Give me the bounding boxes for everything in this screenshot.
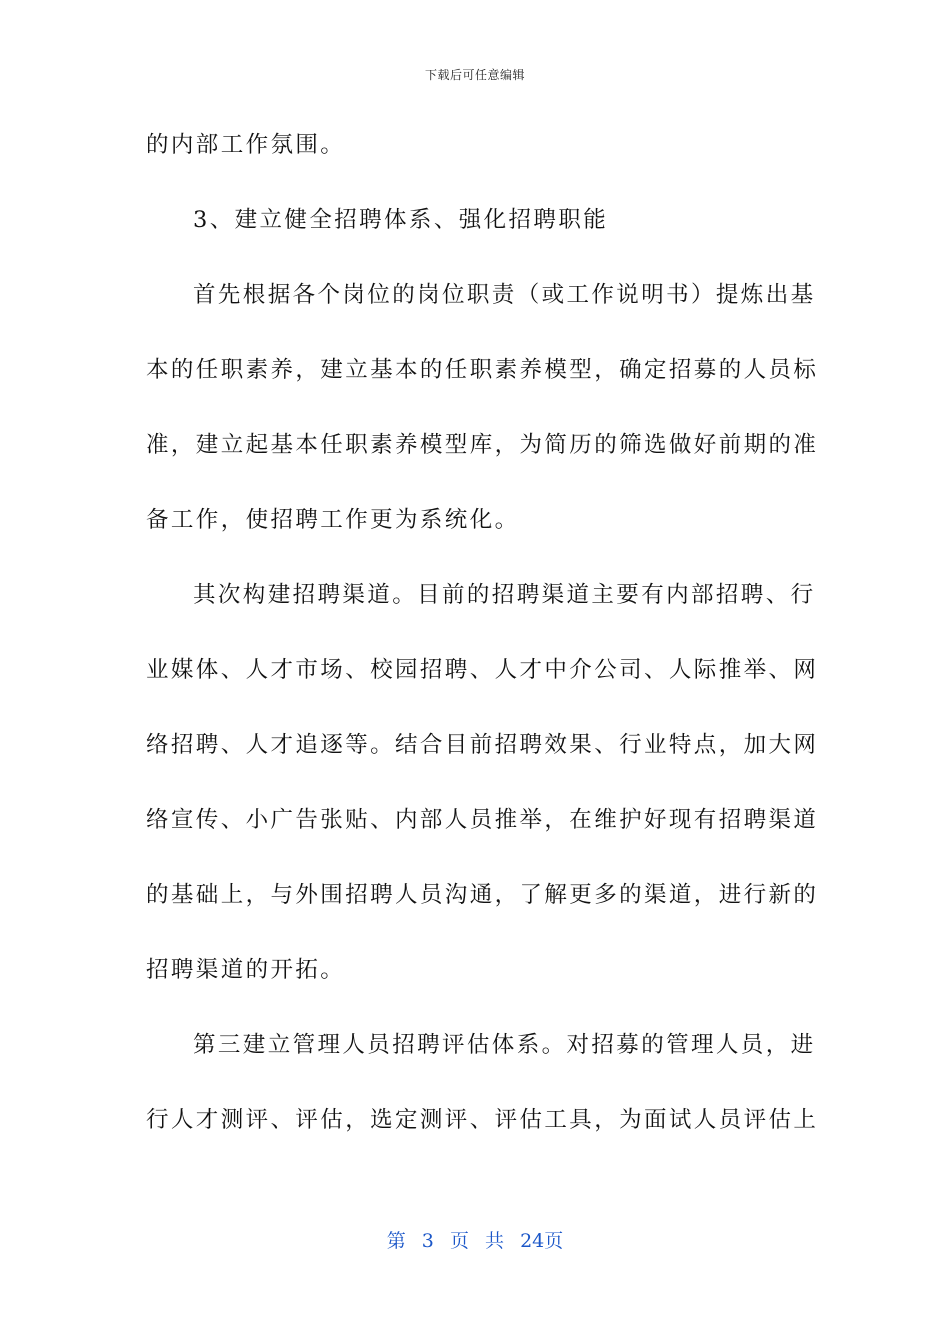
body-line: 行人才测评、评估，选定测评、评估工具，为面试人员评估上: [146, 1107, 819, 1133]
body-line: 首先根据各个岗位的岗位职责（或工作说明书）提炼出基: [193, 282, 816, 308]
footer-gong: 共: [485, 1230, 505, 1252]
footer-page-number: 3: [421, 1230, 434, 1252]
body-line: 的内部工作氛围。: [146, 132, 346, 158]
body-line: 的基础上，与外围招聘人员沟通，了解更多的渠道，进行新的: [146, 882, 819, 908]
body-line: 备工作，使招聘工作更为系统化。: [146, 507, 520, 533]
body-line: 络招聘、人才追逐等。结合目前招聘效果、行业特点，加大网: [146, 732, 819, 758]
footer-di: 第: [386, 1230, 406, 1252]
page-footer: [0, 1226, 950, 1253]
section-heading: 3、建立健全招聘体系、强化招聘职能: [193, 207, 609, 233]
body-line: 业媒体、人才市场、校园招聘、人才中介公司、人际推举、网: [146, 657, 819, 683]
footer-ye: 页: [449, 1230, 469, 1252]
body-line: 招聘渠道的开拓。: [146, 957, 346, 983]
body-line: 第三建立管理人员招聘评估体系。对招募的管理人员，进: [193, 1032, 816, 1058]
body-line: 络宣传、小广告张贴、内部人员推举，在维护好现有招聘渠道: [146, 807, 819, 833]
body-line: 其次构建招聘渠道。目前的招聘渠道主要有内部招聘、行: [193, 582, 816, 608]
footer-total-pages: 24页: [520, 1230, 564, 1252]
header-note: 下载后可任意编辑: [424, 68, 525, 82]
body-line: 本的任职素养，建立基本的任职素养模型，确定招募的人员标: [146, 357, 819, 383]
body-line: 准，建立起基本任职素养模型库，为简历的筛选做好前期的准: [146, 432, 819, 458]
